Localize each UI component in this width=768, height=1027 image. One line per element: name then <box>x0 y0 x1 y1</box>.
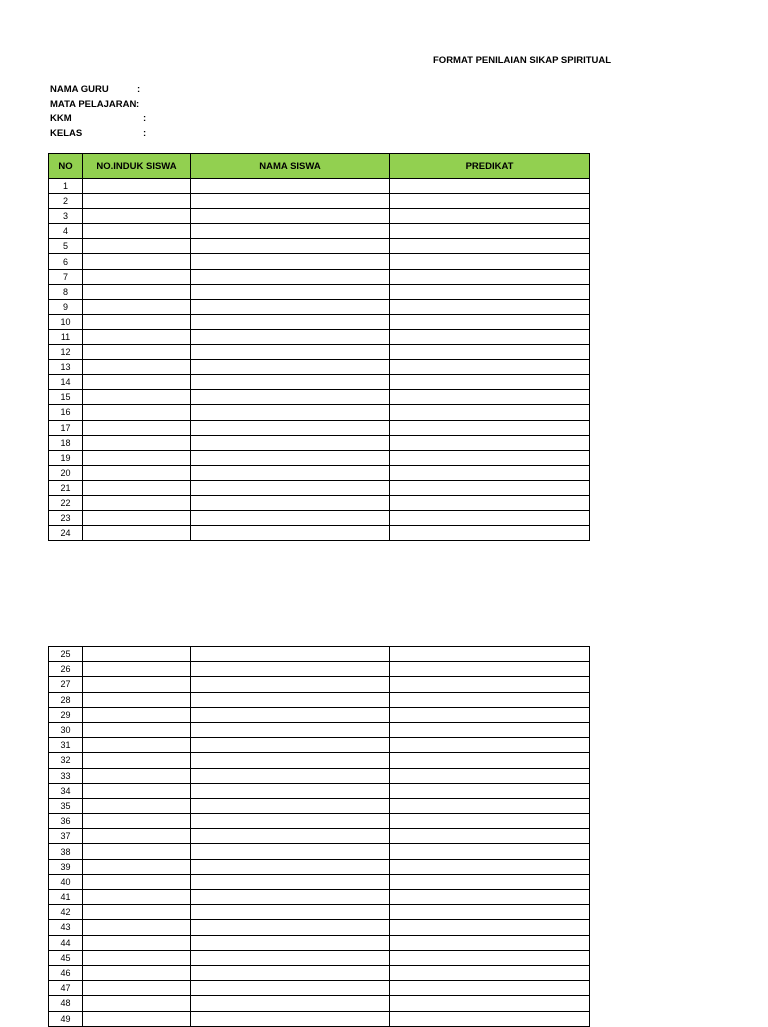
predikat-cell[interactable] <box>390 798 590 813</box>
no-induk-cell[interactable] <box>83 511 191 526</box>
teacher-info-block <box>50 83 147 141</box>
no-induk-cell[interactable] <box>83 677 191 692</box>
row-number-cell: 8 <box>49 284 83 299</box>
no-induk-cell[interactable] <box>83 390 191 405</box>
row-number-cell: 29 <box>49 707 83 722</box>
row-number-cell: 13 <box>49 360 83 375</box>
table-body-page-2 <box>49 647 590 1027</box>
row-number-cell: 18 <box>49 435 83 450</box>
nama-siswa-cell[interactable] <box>191 314 390 329</box>
no-induk-cell[interactable] <box>83 814 191 829</box>
nama-siswa-cell[interactable] <box>191 692 390 707</box>
row-number-cell: 4 <box>49 224 83 239</box>
no-induk-cell[interactable] <box>83 662 191 677</box>
no-induk-cell[interactable] <box>83 829 191 844</box>
no-induk-cell[interactable] <box>83 768 191 783</box>
nama-siswa-cell[interactable] <box>191 890 390 905</box>
no-induk-cell[interactable] <box>83 1011 191 1026</box>
predikat-cell[interactable] <box>390 844 590 859</box>
no-induk-cell[interactable] <box>83 360 191 375</box>
table-row <box>49 465 590 480</box>
table-row <box>49 647 590 662</box>
info-label-nama-guru: NAMA GURU <box>50 84 109 95</box>
predikat-cell[interactable] <box>390 829 590 844</box>
table-row <box>49 420 590 435</box>
table-row <box>49 345 590 360</box>
row-number-cell: 31 <box>49 738 83 753</box>
no-induk-cell[interactable] <box>83 375 191 390</box>
info-row-kkm <box>50 112 147 127</box>
predikat-cell[interactable] <box>390 783 590 798</box>
table-row <box>49 859 590 874</box>
no-induk-cell[interactable] <box>83 738 191 753</box>
predikat-cell[interactable] <box>390 935 590 950</box>
info-colon-kelas: : <box>143 127 147 139</box>
no-induk-cell[interactable] <box>83 692 191 707</box>
table-row <box>49 526 590 541</box>
table-row <box>49 920 590 935</box>
no-induk-cell[interactable] <box>83 890 191 905</box>
nama-siswa-cell[interactable] <box>191 511 390 526</box>
no-induk-cell[interactable] <box>83 526 191 541</box>
row-number-cell: 19 <box>49 450 83 465</box>
nama-siswa-cell[interactable] <box>191 768 390 783</box>
row-number-cell: 25 <box>49 647 83 662</box>
table-row <box>49 814 590 829</box>
row-number-cell: 46 <box>49 965 83 980</box>
nama-siswa-cell[interactable] <box>191 390 390 405</box>
row-number-cell: 5 <box>49 239 83 254</box>
row-number-cell: 41 <box>49 890 83 905</box>
predikat-cell[interactable] <box>390 1011 590 1026</box>
nama-siswa-cell[interactable] <box>191 209 390 224</box>
nama-siswa-cell[interactable] <box>191 450 390 465</box>
nama-siswa-cell[interactable] <box>191 299 390 314</box>
row-number-cell: 30 <box>49 722 83 737</box>
predikat-cell[interactable] <box>390 738 590 753</box>
no-induk-cell[interactable] <box>83 269 191 284</box>
predikat-cell[interactable] <box>390 269 590 284</box>
no-induk-cell[interactable] <box>83 965 191 980</box>
table-row <box>49 935 590 950</box>
row-number-cell: 7 <box>49 269 83 284</box>
row-number-cell: 1 <box>49 179 83 194</box>
table-row <box>49 239 590 254</box>
row-number-cell: 47 <box>49 981 83 996</box>
table-row <box>49 798 590 813</box>
no-induk-cell[interactable] <box>83 996 191 1011</box>
table-row <box>49 194 590 209</box>
no-induk-cell[interactable] <box>83 935 191 950</box>
nama-siswa-cell[interactable] <box>191 647 390 662</box>
no-induk-cell[interactable] <box>83 722 191 737</box>
assessment-table-page-2 <box>48 646 590 1027</box>
nama-siswa-cell[interactable] <box>191 722 390 737</box>
table-row <box>49 209 590 224</box>
table-row <box>49 783 590 798</box>
no-induk-cell[interactable] <box>83 179 191 194</box>
document-title: FORMAT PENILAIAN SIKAP SPIRITUAL <box>433 55 612 66</box>
info-row-mata-pelajaran <box>50 98 140 113</box>
table-body-page-1 <box>49 179 590 541</box>
no-induk-cell[interactable] <box>83 647 191 662</box>
predikat-cell[interactable] <box>390 677 590 692</box>
nama-siswa-cell[interactable] <box>191 1011 390 1026</box>
no-induk-cell[interactable] <box>83 480 191 495</box>
predikat-cell[interactable] <box>390 390 590 405</box>
info-label-kelas: KELAS <box>50 127 83 139</box>
header-no: NO <box>49 154 83 179</box>
predikat-cell[interactable] <box>390 450 590 465</box>
nama-siswa-cell[interactable] <box>191 224 390 239</box>
row-number-cell: 2 <box>49 194 83 209</box>
row-number-cell: 42 <box>49 905 83 920</box>
header-nama-siswa: NAMA SISWA <box>191 154 390 179</box>
predikat-cell[interactable] <box>390 405 590 420</box>
nama-siswa-cell[interactable] <box>191 707 390 722</box>
table-row <box>49 269 590 284</box>
predikat-cell[interactable] <box>390 239 590 254</box>
predikat-cell[interactable] <box>390 480 590 495</box>
table-row <box>49 662 590 677</box>
row-number-cell: 20 <box>49 465 83 480</box>
predikat-cell[interactable] <box>390 254 590 269</box>
table-row <box>49 495 590 510</box>
no-induk-cell[interactable] <box>83 874 191 889</box>
table-row <box>49 707 590 722</box>
row-number-cell: 32 <box>49 753 83 768</box>
no-induk-cell[interactable] <box>83 314 191 329</box>
predikat-cell[interactable] <box>390 526 590 541</box>
no-induk-cell[interactable] <box>83 981 191 996</box>
table-row <box>49 314 590 329</box>
nama-siswa-cell[interactable] <box>191 950 390 965</box>
no-induk-cell[interactable] <box>83 950 191 965</box>
nama-siswa-cell[interactable] <box>191 360 390 375</box>
row-number-cell: 23 <box>49 511 83 526</box>
no-induk-cell[interactable] <box>83 224 191 239</box>
nama-siswa-cell[interactable] <box>191 965 390 980</box>
row-number-cell: 17 <box>49 420 83 435</box>
row-number-cell: 14 <box>49 375 83 390</box>
table-header-row <box>49 154 590 179</box>
info-colon-mata-pelajaran: : <box>136 98 140 110</box>
predikat-cell[interactable] <box>390 965 590 980</box>
no-induk-cell[interactable] <box>83 859 191 874</box>
table-row <box>49 450 590 465</box>
row-number-cell: 33 <box>49 768 83 783</box>
table-row <box>49 254 590 269</box>
predikat-cell[interactable] <box>390 890 590 905</box>
nama-siswa-cell[interactable] <box>191 495 390 510</box>
no-induk-cell[interactable] <box>83 495 191 510</box>
table-row <box>49 738 590 753</box>
table-row <box>49 965 590 980</box>
table-row <box>49 299 590 314</box>
row-number-cell: 48 <box>49 996 83 1011</box>
nama-siswa-cell[interactable] <box>191 480 390 495</box>
nama-siswa-cell[interactable] <box>191 905 390 920</box>
info-label-kkm: KKM <box>50 113 72 124</box>
row-number-cell: 22 <box>49 495 83 510</box>
nama-siswa-cell[interactable] <box>191 420 390 435</box>
nama-siswa-cell[interactable] <box>191 269 390 284</box>
no-induk-cell[interactable] <box>83 844 191 859</box>
nama-siswa-cell[interactable] <box>191 179 390 194</box>
predikat-cell[interactable] <box>390 375 590 390</box>
table-row <box>49 996 590 1011</box>
table-row <box>49 677 590 692</box>
nama-siswa-cell[interactable] <box>191 935 390 950</box>
row-number-cell: 27 <box>49 677 83 692</box>
row-number-cell: 39 <box>49 859 83 874</box>
row-number-cell: 24 <box>49 526 83 541</box>
table-row <box>49 768 590 783</box>
no-induk-cell[interactable] <box>83 299 191 314</box>
table-row <box>49 390 590 405</box>
nama-siswa-cell[interactable] <box>191 662 390 677</box>
table-row <box>49 981 590 996</box>
predikat-cell[interactable] <box>390 920 590 935</box>
no-induk-cell[interactable] <box>83 405 191 420</box>
table-row <box>49 480 590 495</box>
predikat-cell[interactable] <box>390 722 590 737</box>
predikat-cell[interactable] <box>390 814 590 829</box>
predikat-cell[interactable] <box>390 950 590 965</box>
nama-siswa-cell[interactable] <box>191 345 390 360</box>
predikat-cell[interactable] <box>390 874 590 889</box>
predikat-cell[interactable] <box>390 465 590 480</box>
nama-siswa-cell[interactable] <box>191 981 390 996</box>
no-induk-cell[interactable] <box>83 345 191 360</box>
predikat-cell[interactable] <box>390 647 590 662</box>
table-row <box>49 405 590 420</box>
predikat-cell[interactable] <box>390 329 590 344</box>
header-no-induk-siswa: NO.INDUK SISWA <box>83 154 191 179</box>
nama-siswa-cell[interactable] <box>191 753 390 768</box>
row-number-cell: 43 <box>49 920 83 935</box>
table-row <box>49 435 590 450</box>
table-row <box>49 753 590 768</box>
row-number-cell: 9 <box>49 299 83 314</box>
no-induk-cell[interactable] <box>83 905 191 920</box>
predikat-cell[interactable] <box>390 179 590 194</box>
predikat-cell[interactable] <box>390 753 590 768</box>
predikat-cell[interactable] <box>390 345 590 360</box>
nama-siswa-cell[interactable] <box>191 435 390 450</box>
predikat-cell[interactable] <box>390 707 590 722</box>
nama-siswa-cell[interactable] <box>191 874 390 889</box>
nama-siswa-cell[interactable] <box>191 814 390 829</box>
table-row <box>49 950 590 965</box>
predikat-cell[interactable] <box>390 905 590 920</box>
row-number-cell: 44 <box>49 935 83 950</box>
row-number-cell: 45 <box>49 950 83 965</box>
no-induk-cell[interactable] <box>83 920 191 935</box>
table-row <box>49 179 590 194</box>
table-row <box>49 890 590 905</box>
nama-siswa-cell[interactable] <box>191 284 390 299</box>
nama-siswa-cell[interactable] <box>191 194 390 209</box>
table-row <box>49 905 590 920</box>
no-induk-cell[interactable] <box>83 254 191 269</box>
table-row <box>49 375 590 390</box>
no-induk-cell[interactable] <box>83 707 191 722</box>
predikat-cell[interactable] <box>390 299 590 314</box>
predikat-cell[interactable] <box>390 209 590 224</box>
nama-siswa-cell[interactable] <box>191 239 390 254</box>
no-induk-cell[interactable] <box>83 420 191 435</box>
row-number-cell: 16 <box>49 405 83 420</box>
predikat-cell[interactable] <box>390 511 590 526</box>
no-induk-cell[interactable] <box>83 329 191 344</box>
row-number-cell: 21 <box>49 480 83 495</box>
row-number-cell: 12 <box>49 345 83 360</box>
row-number-cell: 10 <box>49 314 83 329</box>
table-row <box>49 511 590 526</box>
row-number-cell: 36 <box>49 814 83 829</box>
table-row <box>49 360 590 375</box>
no-induk-cell[interactable] <box>83 435 191 450</box>
no-induk-cell[interactable] <box>83 783 191 798</box>
nama-siswa-cell[interactable] <box>191 798 390 813</box>
row-number-cell: 15 <box>49 390 83 405</box>
table-row <box>49 844 590 859</box>
row-number-cell: 26 <box>49 662 83 677</box>
info-colon-kkm: : <box>143 113 147 124</box>
row-number-cell: 3 <box>49 209 83 224</box>
table-row <box>49 829 590 844</box>
predikat-cell[interactable] <box>390 662 590 677</box>
predikat-cell[interactable] <box>390 692 590 707</box>
no-induk-cell[interactable] <box>83 194 191 209</box>
row-number-cell: 38 <box>49 844 83 859</box>
info-row-nama-guru <box>50 83 141 98</box>
predikat-cell[interactable] <box>390 224 590 239</box>
table-row <box>49 284 590 299</box>
predikat-cell[interactable] <box>390 435 590 450</box>
no-induk-cell[interactable] <box>83 450 191 465</box>
predikat-cell[interactable] <box>390 981 590 996</box>
no-induk-cell[interactable] <box>83 239 191 254</box>
row-number-cell: 6 <box>49 254 83 269</box>
assessment-table-page-1 <box>48 153 590 541</box>
table-row <box>49 329 590 344</box>
info-row-kelas <box>50 127 147 142</box>
nama-siswa-cell[interactable] <box>191 465 390 480</box>
table-row <box>49 1011 590 1026</box>
nama-siswa-cell[interactable] <box>191 254 390 269</box>
nama-siswa-cell[interactable] <box>191 405 390 420</box>
table-row <box>49 224 590 239</box>
row-number-cell: 35 <box>49 798 83 813</box>
predikat-cell[interactable] <box>390 314 590 329</box>
predikat-cell[interactable] <box>390 495 590 510</box>
predikat-cell[interactable] <box>390 996 590 1011</box>
info-colon-nama-guru: : <box>137 84 141 95</box>
no-induk-cell[interactable] <box>83 209 191 224</box>
no-induk-cell[interactable] <box>83 284 191 299</box>
no-induk-cell[interactable] <box>83 753 191 768</box>
table-row <box>49 722 590 737</box>
nama-siswa-cell[interactable] <box>191 783 390 798</box>
header-predikat: PREDIKAT <box>390 154 590 179</box>
nama-siswa-cell[interactable] <box>191 829 390 844</box>
row-number-cell: 28 <box>49 692 83 707</box>
no-induk-cell[interactable] <box>83 798 191 813</box>
row-number-cell: 40 <box>49 874 83 889</box>
predikat-cell[interactable] <box>390 284 590 299</box>
predikat-cell[interactable] <box>390 768 590 783</box>
predikat-cell[interactable] <box>390 859 590 874</box>
table-row <box>49 874 590 889</box>
no-induk-cell[interactable] <box>83 465 191 480</box>
nama-siswa-cell[interactable] <box>191 329 390 344</box>
info-label-mata-pelajaran: MATA PELAJARAN <box>50 98 137 110</box>
row-number-cell: 37 <box>49 829 83 844</box>
nama-siswa-cell[interactable] <box>191 844 390 859</box>
nama-siswa-cell[interactable] <box>191 920 390 935</box>
nama-siswa-cell[interactable] <box>191 375 390 390</box>
nama-siswa-cell[interactable] <box>191 859 390 874</box>
predikat-cell[interactable] <box>390 194 590 209</box>
predikat-cell[interactable] <box>390 360 590 375</box>
row-number-cell: 34 <box>49 783 83 798</box>
row-number-cell: 11 <box>49 329 83 344</box>
row-number-cell: 49 <box>49 1011 83 1026</box>
nama-siswa-cell[interactable] <box>191 677 390 692</box>
predikat-cell[interactable] <box>390 420 590 435</box>
table-row <box>49 692 590 707</box>
nama-siswa-cell[interactable] <box>191 996 390 1011</box>
nama-siswa-cell[interactable] <box>191 526 390 541</box>
nama-siswa-cell[interactable] <box>191 738 390 753</box>
